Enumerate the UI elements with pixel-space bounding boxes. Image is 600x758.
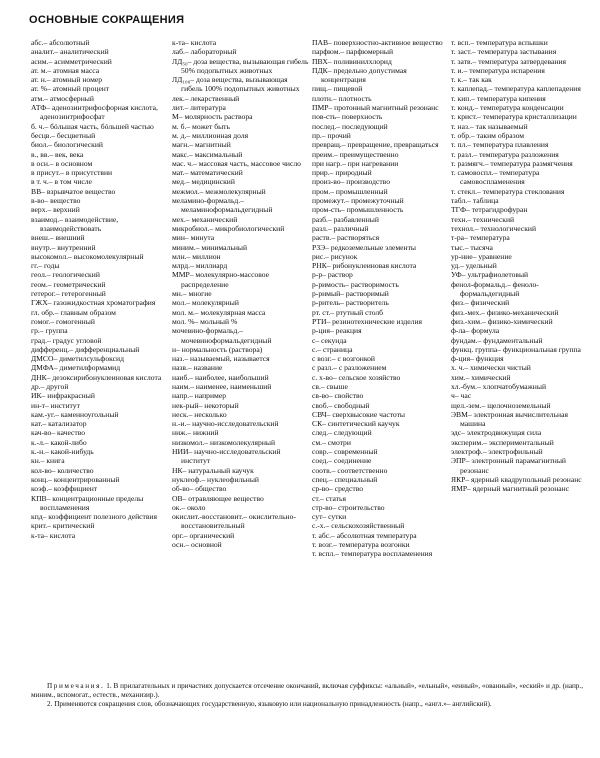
abbreviation-entry: РТИ– резинотехнические изделия xyxy=(312,316,423,326)
abbreviation-entry: пром.– промышленный xyxy=(312,186,388,196)
abbreviation-entry: т. затв.– температура затвердевания xyxy=(451,56,567,66)
abbreviation-entry: гр.– группа xyxy=(31,326,68,336)
abbreviation-entry: к.-н.– какой-нибудь xyxy=(31,447,94,457)
abbreviation-entry: меламино-формальд.– меламиноформальдегидный xyxy=(172,196,273,215)
abbreviation-entry: ЭВМ– электронная вычислительная машина xyxy=(451,409,568,429)
abbreviation-entry: мн.– многие xyxy=(172,289,212,299)
abbreviation-entry: ср-во– средство xyxy=(312,484,364,494)
abbreviation-entry: абс.– абсолютный xyxy=(31,38,90,47)
abbreviation-entry: геом.– геометрический xyxy=(31,279,106,289)
abbreviation-entry: ОВ– отравляющее вещество xyxy=(172,493,264,503)
abbreviation-entry: низкомол.– низкомолекулярный xyxy=(172,437,276,447)
abbreviation-entry: физ.– физический xyxy=(451,298,510,308)
abbreviation-entry: наз.– называемый, называется xyxy=(172,354,270,364)
abbreviation-entry: н– нормальность (раствора) xyxy=(172,344,263,354)
abbreviation-entry: геол.– геологический xyxy=(31,270,100,280)
notes-section xyxy=(31,682,583,709)
abbreviation-entry: ЭПР– электронный парамагнитный резонанс xyxy=(451,456,566,475)
abbreviation-entry: т. вспл.– температура воспламенения xyxy=(312,549,433,559)
abbreviation-entry: бесцв.– бесцветный xyxy=(31,130,96,140)
abbreviation-entry: превращ.– превращение, превращаться xyxy=(312,140,439,150)
abbreviation-entry: пр.– прочий xyxy=(312,130,351,140)
abbreviation-entry: ТГФ– тетрагидрофуран xyxy=(451,205,528,215)
abbreviation-entry: т. всп.– температура вспышки xyxy=(451,38,548,47)
abbreviation-entry: внутр.– внутренний xyxy=(31,242,96,252)
note-2: 2. Применяются сокращения слов, обозначающих государственную, языковую или национальную принадлежность (напр., «англ.»– английский). xyxy=(47,700,492,709)
abbreviation-entry: к.-л.– какой-либо xyxy=(31,437,87,447)
abbreviation-entry: биол.– биологический xyxy=(31,140,103,150)
abbreviation-entry: М– молярность раствора xyxy=(172,112,253,122)
abbreviation-entry: млн.– миллион xyxy=(172,251,221,261)
abbreviation-entry: окислит.-восстановит.– окислительно-восстановительный xyxy=(172,512,296,531)
abbreviation-entry: св-во– свойство xyxy=(312,391,364,401)
abbreviation-entry: соотв.– соответственно xyxy=(312,465,388,475)
abbreviation-entry: ЛД₅₀– доза вещества, вызывающая гибель 50% подопытных животных xyxy=(172,56,309,75)
abbreviation-entry: мол.– молекулярный xyxy=(172,298,239,308)
abbreviation-entry: ПАВ– поверхностно-активное вещество xyxy=(312,38,443,47)
abbreviation-entry: конц.– концентрированный xyxy=(31,474,120,484)
abbreviation-entry: т. заст.– температура застывания xyxy=(451,47,557,57)
abbreviation-entry: св.– свыше xyxy=(312,381,348,391)
abbreviation-entry: пов-сть– поверхность xyxy=(312,112,383,122)
abbreviation-entry: физ.-хим.– физико-химический xyxy=(451,316,553,326)
abbreviation-entry: ок.– около xyxy=(172,502,206,512)
abbreviation-entry: кат.– катализатор xyxy=(31,419,87,429)
abbreviation-entry: град.– градус угловой xyxy=(31,335,102,345)
abbreviation-entry: внеш.– внешний xyxy=(31,233,85,243)
abbreviation-entry: м. д.– миллионная доля xyxy=(172,130,249,140)
abbreviation-entry: лаб.– лабораторный xyxy=(172,47,237,57)
abbreviation-column-2 xyxy=(172,38,309,549)
abbreviation-entry: осн.– основной xyxy=(172,540,222,550)
abbreviation-entry: ат. н.– атомный номер xyxy=(31,75,103,85)
abbreviation-entry: т. к.– так как xyxy=(451,75,492,85)
abbreviation-entry: послед.– последующий xyxy=(312,121,388,131)
abbreviation-entry: кпд– коэффициент полезного действия xyxy=(31,512,157,522)
abbreviation-entry: высокомол.– высокомолекулярный xyxy=(31,251,144,261)
abbreviation-entry: в т. ч.– в том числе xyxy=(31,177,92,187)
abbreviation-entry: раств.– растворяться xyxy=(312,233,380,243)
abbreviation-entry: пром-сть– промышленность xyxy=(312,205,404,215)
abbreviation-entry: ат. %– атомный процент xyxy=(31,84,110,94)
abbreviation-entry: миним.– минимальный xyxy=(172,242,248,252)
abbreviation-entry: хим.– химический xyxy=(451,372,511,382)
abbreviation-entry: назв.– название xyxy=(172,363,223,373)
abbreviation-entry: техн.– технический xyxy=(451,214,515,224)
page-title: ОСНОВНЫЕ СОКРАЩЕНИЯ xyxy=(29,14,185,26)
abbreviation-entry: пищ.– пищевой xyxy=(312,84,363,94)
abbreviation-entry: м. б.– может быть xyxy=(172,121,230,131)
abbreviation-entry: кач-во– качество xyxy=(31,428,86,438)
abbreviation-entry: ин-т– институт xyxy=(31,400,80,410)
abbreviation-entry: технол.– технологический xyxy=(451,223,537,233)
abbreviation-entry: РЗЭ– редкоземельные элементы xyxy=(312,242,417,252)
abbreviation-entry: др.– другой xyxy=(31,381,69,391)
abbreviation-entry: кн.– книга xyxy=(31,456,65,466)
abbreviation-entry: т. стекл.– температура стеклования xyxy=(451,186,565,196)
abbreviation-entry: х. ч.– химически чистый xyxy=(451,363,531,373)
abbreviation-entry: мол. %– мольный % xyxy=(172,316,238,326)
abbreviation-entry: ф-ла– формула xyxy=(451,326,500,336)
abbreviation-entry: т. разл.– температура разложения xyxy=(451,149,559,159)
note-1-text: 1. В прилагательных и причастиях допускается отсечение окончаний, включая суффиксы: «альный», «ельный», «енный», «ованный», «еский» и др. (напр., миним., вспомогат., естеств., механизир.). xyxy=(31,682,583,700)
abbreviation-entry: т. и.– температура испарения xyxy=(451,65,545,75)
abbreviation-entry: ч– час xyxy=(451,391,472,401)
abbreviation-entry: наим.– наименее, наименьший xyxy=(172,381,272,391)
abbreviation-entry: т. самовоспл.– температура самовоспламенения xyxy=(451,168,540,187)
abbreviation-entry: сут– сутки xyxy=(312,512,347,522)
abbreviation-entry: с– секунда xyxy=(312,335,347,345)
abbreviation-entry: прир.– природный xyxy=(312,168,372,178)
abbreviation-entry: функц. группа– функциональная группа xyxy=(451,344,581,354)
abbreviation-entry: при нагр.– при нагревании xyxy=(312,158,399,168)
abbreviation-entry: СК– синтетический каучук xyxy=(312,419,400,429)
abbreviation-entry: дифференц.– дифференциальный xyxy=(31,344,140,354)
abbreviation-entry: плотн.– плотность xyxy=(312,93,372,103)
abbreviation-entry: фундам.– фундаментальный xyxy=(451,335,543,345)
abbreviation-entry: магн.– магнитный xyxy=(172,140,231,150)
abbreviation-entry: ГЖХ– газожидкостная хроматография xyxy=(31,298,156,308)
abbreviation-entry: нуклеоф.– нуклеофильный xyxy=(172,474,259,484)
abbreviation-entry: т. кип.– температура кипения xyxy=(451,93,546,103)
abbreviation-entry: гг.– годы xyxy=(31,261,60,271)
abbreviation-entry: совр.– современный xyxy=(312,447,378,457)
abbreviation-column-3 xyxy=(312,38,447,559)
abbreviation-entry: в., вв.– век, века xyxy=(31,149,84,159)
abbreviation-entry: мех.– механический xyxy=(172,214,238,224)
abbreviation-entry: ЯМР– ядерный магнитный резонанс xyxy=(451,484,570,494)
abbreviation-entry: стр-во– строительство xyxy=(312,502,385,512)
abbreviation-entry: НК– натуральный каучук xyxy=(172,465,254,475)
abbreviation-entry: н.-и.– научно-исследовательский xyxy=(172,419,279,429)
abbreviation-entry: т. размягч.– температура размягчения xyxy=(451,158,573,168)
abbreviation-entry: т. возг.– температура возгонки xyxy=(312,540,410,550)
abbreviation-entry: р-ция– реакция xyxy=(312,326,362,336)
abbreviation-entry: об-во– общество xyxy=(172,484,227,494)
abbreviation-entry: р-римый– растворимый xyxy=(312,289,389,299)
abbreviation-entry: РНК– рибонуклеиновая кислота xyxy=(312,261,417,271)
abbreviation-entry: гомог.– гомогенный xyxy=(31,316,95,326)
abbreviation-entry: т. конд.– температура конденсации xyxy=(451,103,564,113)
abbreviation-entry: парфюм.– парфюмерный xyxy=(312,47,394,57)
abbreviation-entry: ПМР– протонный магнитный резонанс xyxy=(312,103,439,113)
abbreviation-entry: асим.– асимметрический xyxy=(31,56,112,66)
abbreviation-entry: т. крист.– температура кристаллизации xyxy=(451,112,577,122)
abbreviation-entry: щел.-зем.– щелочноземельный xyxy=(451,400,551,410)
abbreviation-entry: ВВ– взрывчатое вещество xyxy=(31,186,116,196)
abbreviation-entry: ДМСО– диметилсульфоксид xyxy=(31,354,124,364)
abbreviation-entry: орг.– органический xyxy=(172,530,235,540)
abbreviation-entry: спец.– специальный xyxy=(312,474,378,484)
abbreviation-entry: промежут.– промежуточный xyxy=(312,196,404,206)
abbreviation-entry: эдс– электродвижущая сила xyxy=(451,428,542,438)
abbreviation-entry: ПДК– предельно допустимая концентрация xyxy=(312,65,407,85)
abbreviation-entry: фенол-формальд.– феноло-формальдегидный xyxy=(451,279,539,299)
abbreviation-entry: т. каплепад.– температура каплепадения xyxy=(451,84,581,94)
abbreviation-entry: в осн.– в основном xyxy=(31,158,93,168)
abbreviation-entry: ДМФА– диметилформамид xyxy=(31,363,121,373)
abbreviation-entry: гетерог.– гетерогенный xyxy=(31,289,106,299)
abbreviation-entry: нек-рый– некоторый xyxy=(172,400,239,410)
abbreviation-entry: т. наз.– так называемый xyxy=(451,121,528,131)
abbreviation-entry: в присут.– в присутствии xyxy=(31,168,113,178)
abbreviation-entry: с разл.– с разложением xyxy=(312,363,387,373)
abbreviation-entry: к-та– кислота xyxy=(172,38,217,47)
abbreviation-entry: б. ч.– бóльшая часть, бóльшей частью xyxy=(31,121,154,131)
abbreviation-entry: т. обр.– таким образом xyxy=(451,130,525,140)
abbreviation-entry: электроф.– электрофильный xyxy=(451,447,543,457)
abbreviation-entry: гл. обр.– главным образом xyxy=(31,307,116,317)
abbreviation-entry: КПВ– концентрационные пределы воспламенения xyxy=(31,493,144,512)
abbreviation-entry: мол. м.– молекулярная масса xyxy=(172,307,266,317)
abbreviation-entry: аналит.– аналитический xyxy=(31,47,109,57)
abbreviation-entry: мочевино-формальд.– мочевиноформальдегидный xyxy=(172,326,272,345)
abbreviation-entry: физ.-мех.– физико-механический xyxy=(451,307,559,317)
abbreviation-entry: т. абс.– абсолютная температура xyxy=(312,530,417,540)
abbreviation-column-4 xyxy=(451,38,583,494)
abbreviation-entry: в-во– вещество xyxy=(31,196,81,206)
abbreviation-entry: своб.– свободный xyxy=(312,400,370,410)
abbreviation-entry: след.– следующий xyxy=(312,428,372,438)
abbreviation-entry: наиб.– наиболее, наибольший xyxy=(172,372,269,382)
abbreviation-entry: р-римость– растворимость xyxy=(312,279,399,289)
abbreviation-entry: ур-ние– уравнение xyxy=(451,251,512,261)
abbreviation-entry: микробиол.– микробиологический xyxy=(172,223,285,233)
abbreviation-column-1 xyxy=(31,38,166,540)
abbreviation-entry: тыс.– тысяча xyxy=(451,242,493,252)
abbreviation-entry: лек.– лекарственный xyxy=(172,93,240,103)
abbreviation-entry: СВЧ– сверхвысокие частоты xyxy=(312,409,406,419)
abbreviation-entry: млрд.– миллиард xyxy=(172,261,228,271)
abbreviation-entry: эксперим.– экспериментальный xyxy=(451,437,554,447)
abbreviation-entry: мас. ч.– массовая часть, массовое число xyxy=(172,158,301,168)
abbreviation-entry: с. х-во– сельское хозяйство xyxy=(312,372,401,382)
abbreviation-entry: рт. ст.– ртутный столб xyxy=(312,307,384,317)
abbreviation-entry: ф-ция– функция xyxy=(451,354,504,364)
abbreviation-entry: ПВХ– поливинилхлорид xyxy=(312,56,392,66)
abbreviation-entry: макс.– максимальный xyxy=(172,149,243,159)
abbreviation-entry: т-ра– температура xyxy=(451,233,510,243)
abbreviation-entry: верх.– верхний xyxy=(31,205,80,215)
abbreviation-entry: лит.– литература xyxy=(172,103,226,113)
abbreviation-entry: разб.– разбавленный xyxy=(312,214,379,224)
abbreviation-entry: р-ритель– растворитель xyxy=(312,298,389,308)
abbreviation-entry: с.– страница xyxy=(312,344,353,354)
abbreviation-entry: УФ– ультрафиолетовый xyxy=(451,270,529,280)
abbreviation-entry: произ-во– производство xyxy=(312,177,390,187)
abbreviation-entry: ст.– статья xyxy=(312,493,346,503)
abbreviation-entry: ДНК– дезоксирибонуклеиновая кислота xyxy=(31,372,162,382)
abbreviation-entry: ММР– молекулярно-массовое распределение xyxy=(172,270,270,289)
abbreviation-entry: взаимод.– взаимодействие, взаимодействовать xyxy=(31,214,119,233)
abbreviation-entry: НИИ– научно-исследовательский институт xyxy=(172,447,281,466)
abbreviation-entry: соед.– соединение xyxy=(312,456,372,466)
abbreviation-entry: р-р– раствор xyxy=(312,270,353,280)
abbreviation-entry: межмол.– межмолекулярный xyxy=(172,186,266,196)
abbreviation-entry: кам.-уг.– каменноугольный xyxy=(31,409,119,419)
abbreviation-entry: с.-х.– сельскохозяйственный xyxy=(312,521,405,531)
abbreviation-entry: см.– смотри xyxy=(312,437,351,447)
abbreviation-entry: разл.– различный xyxy=(312,223,369,233)
abbreviation-entry: т. пл.– температура плавления xyxy=(451,140,549,150)
abbreviation-entry: кол-во– количество xyxy=(31,465,94,475)
abbreviation-entry: мед.– медицинский xyxy=(172,177,235,187)
abbreviation-entry: напр.– например xyxy=(172,391,227,401)
note-1 xyxy=(31,682,583,700)
abbreviation-entry: с возг.– с возгонкой xyxy=(312,354,375,364)
abbreviation-entry: рис.– рисунок xyxy=(312,251,358,261)
abbreviation-entry: мат.– математический xyxy=(172,168,243,178)
abbreviation-entry: преим.– преимущественно xyxy=(312,149,399,159)
abbreviation-entry: АТФ– аденозинтрифосфорная кислота, аденозинтрифосфат xyxy=(31,103,158,122)
abbreviation-entry: ИК– инфракрасный xyxy=(31,391,95,401)
abbreviation-entry: уд.– удельный xyxy=(451,261,497,271)
abbreviation-entry: неск.– несколько xyxy=(172,409,227,419)
abbreviation-entry: крит.– критический xyxy=(31,521,95,531)
abbreviation-entry: мин– минута xyxy=(172,233,215,243)
abbreviation-entry: ниж.– нижний xyxy=(172,428,219,438)
abbreviation-entry: ЯКР– ядерный квадрупольный резонанс xyxy=(451,474,582,484)
abbreviation-entry: ЛД₁₀₀– доза вещества, вызывающая гибель 100% подопытных животных xyxy=(172,75,300,94)
abbreviation-entry: табл.– таблица xyxy=(451,196,499,206)
abbreviation-entry: коэф.– коэффициент xyxy=(31,484,98,494)
notes-heading: Примечания. xyxy=(47,682,105,690)
abbreviation-entry: атм.– атмосферный xyxy=(31,93,94,103)
abbreviation-entry: хл.-бум.– хлопчатобумажный xyxy=(451,381,547,391)
abbreviation-entry: ат. м.– атомная масса xyxy=(31,65,100,75)
abbreviation-entry: к-та– кислота xyxy=(31,530,76,540)
